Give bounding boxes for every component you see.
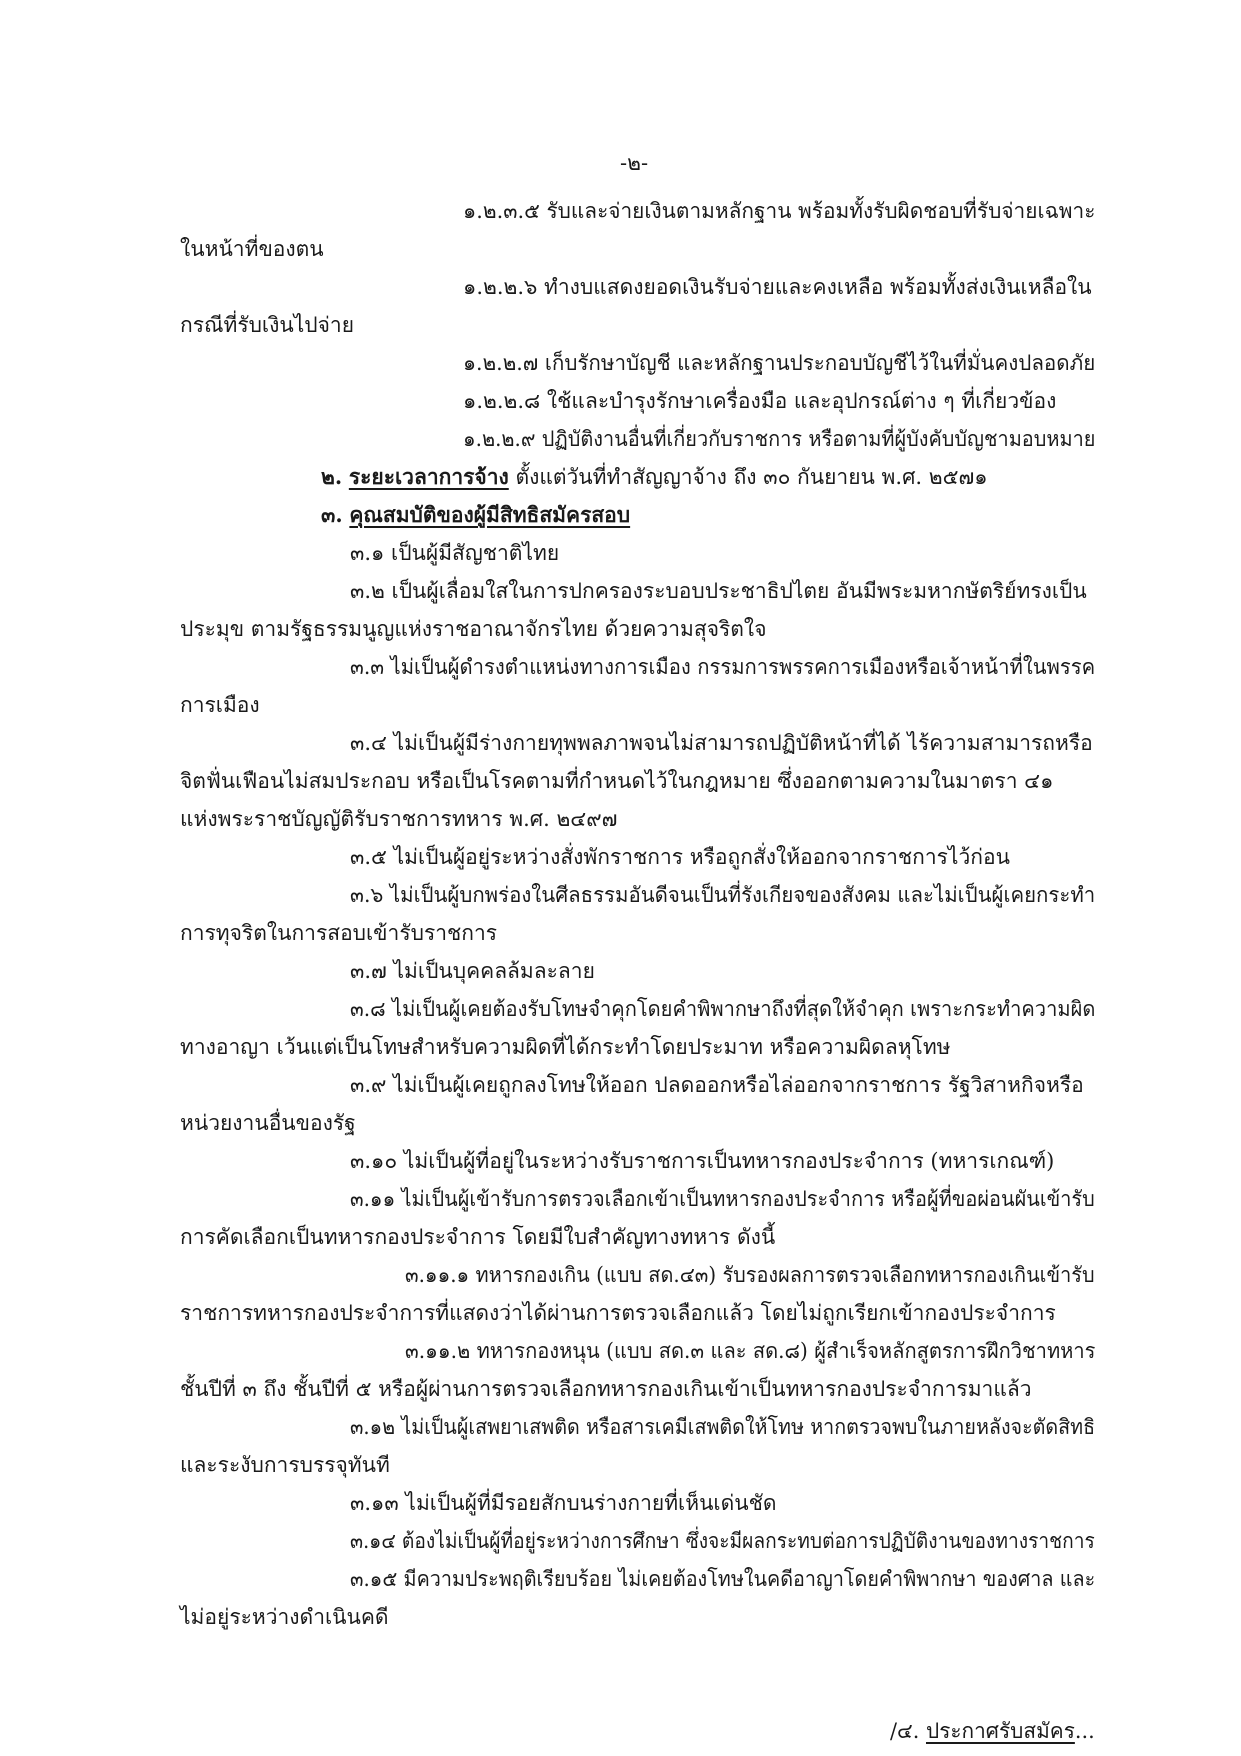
duty-line: ในหน้าที่ของตน (180, 237, 324, 261)
qualification-line: ๓.๑๑.๒ ทหารกองหนุน (แบบ สด.๓ และ สด.๘) ผู้สำเร็จหลักสูตรการฝึกวิชาทหาร (405, 1339, 1096, 1363)
qualification-line: ๓.๔ ไม่เป็นผู้มีร่างกายทุพพลภาพจนไม่สามารถปฏิบัติหน้าที่ได้ ไร้ความสามารถหรือ (350, 731, 1093, 755)
qualification-line: ทางอาญา เว้นแต่เป็นโทษสำหรับความผิดที่ได้กระทำโดยประมาท หรือความผิดลหุโทษ (180, 1035, 951, 1059)
qualification-line: ๓.๑๐ ไม่เป็นผู้ที่อยู่ในระหว่างรับราชการเป็นทหารกองประจำการ (ทหารเกณฑ์) (350, 1149, 1055, 1173)
qualification-line: หน่วยงานอื่นของรัฐ (180, 1111, 356, 1135)
section-2-text: ตั้งแต่วันที่ทำสัญญาจ้าง ถึง ๓๐ กันยายน พ.ศ. ๒๕๗๑ (515, 465, 988, 489)
qualification-line: แห่งพระราชบัญญัติรับราชการทหาร พ.ศ. ๒๔๙๗ (180, 807, 618, 831)
qualification-line: ประมุข ตามรัฐธรรมนูญแห่งราชอาณาจักรไทย ด้วยความสุจริตใจ (180, 617, 767, 641)
qualification-line: ๓.๒ เป็นผู้เลื่อมใสในการปกครองระบอบประชาธิปไตย อันมีพระมหากษัตริย์ทรงเป็น (350, 579, 1087, 603)
qualification-line: ชั้นปีที่ ๓ ถึง ชั้นปีที่ ๕ หรือผู้ผ่านการตรวจเลือกทหารกองเกินเข้าเป็นทหารกองประจำการมาแล้ว (180, 1377, 1032, 1401)
duty-line: ๑.๒.๒.๙ ปฏิบัติงานอื่นที่เกี่ยวกับราชการ หรือตามที่ผู้บังคับบัญชามอบหมาย (463, 427, 1096, 451)
qualification-line: ๓.๑๒ ไม่เป็นผู้เสพยาเสพติด หรือสารเคมีเสพติดให้โทษ หากตรวจพบในภายหลังจะตัดสิทธิ (350, 1415, 1096, 1439)
page-number: -๒- (620, 151, 649, 175)
duty-line: ๑.๒.๓.๕ รับและจ่ายเงินตามหลักฐาน พร้อมทั้งรับผิดชอบที่รับจ่ายเฉพาะ (463, 199, 1096, 223)
qualification-line: การเมือง (180, 693, 260, 717)
qualification-line: การคัดเลือกเป็นทหารกองประจำการ โดยมีใบสำคัญทางทหาร ดังนี้ (180, 1225, 776, 1249)
section-3-line (321, 500, 630, 530)
qualification-line: ๓.๙ ไม่เป็นผู้เคยถูกลงโทษให้ออก ปลดออกหรือไล่ออกจากราชการ รัฐวิสาหกิจหรือ (350, 1073, 1084, 1097)
qualification-line: ๓.๕ ไม่เป็นผู้อยู่ระหว่างสั่งพักราชการ หรือถูกสั่งให้ออกจากราชการไว้ก่อน (350, 845, 1010, 869)
qualification-line: ๓.๑๑.๑ ทหารกองเกิน (แบบ สด.๔๓) รับรองผลการตรวจเลือกทหารกองเกินเข้ารับ (405, 1263, 1095, 1287)
duty-line: ๑.๒.๒.๗ เก็บรักษาบัญชี และหลักฐานประกอบบัญชีไว้ในที่มั่นคงปลอดภัย (463, 351, 1096, 375)
qualification-line: ๓.๓ ไม่เป็นผู้ดำรงตำแหน่งทางการเมือง กรรมการพรรคการเมืองหรือเจ้าหน้าที่ในพรรค (350, 655, 1096, 679)
section-2-heading: ระยะเวลาการจ้าง (348, 464, 509, 489)
section-2-line (321, 462, 988, 492)
duty-line: ๑.๒.๒.๘ ใช้และบำรุงรักษาเครื่องมือ และอุปกรณ์ต่าง ๆ ที่เกี่ยวข้อง (463, 389, 1057, 413)
qualification-line: ๓.๖ ไม่เป็นผู้บกพร่องในศีลธรรมอันดีจนเป็นที่รังเกียจของสังคม และไม่เป็นผู้เคยกระทำ (350, 883, 1096, 907)
qualification-line: และระงับการบรรจุทันที (180, 1453, 390, 1477)
qualification-line: ๓.๑ เป็นผู้มีสัญชาติไทย (350, 541, 560, 565)
continuation-footer (890, 1716, 1095, 1746)
continuation-text: ประกาศรับสมัคร (925, 1719, 1075, 1743)
continuation-ellipsis: ... (1074, 1719, 1095, 1743)
qualification-line: ๓.๘ ไม่เป็นผู้เคยต้องรับโทษจำคุกโดยคำพิพากษาถึงที่สุดให้จำคุก เพราะกระทำความผิด (350, 997, 1096, 1021)
section-2-number: ๒. (321, 464, 343, 489)
continuation-prefix: /๔. (890, 1719, 920, 1743)
qualification-line: ๓.๗ ไม่เป็นบุคคลล้มละลาย (350, 959, 595, 983)
qualification-line: จิตฟั่นเฟือนไม่สมประกอบ หรือเป็นโรคตามที่กำหนดไว้ในกฎหมาย ซึ่งออกตามความในมาตรา ๔๑ (180, 769, 1054, 793)
duty-line: ๑.๒.๒.๖ ทำงบแสดงยอดเงินรับจ่ายและคงเหลือ พร้อมทั้งส่งเงินเหลือใน (463, 275, 1092, 299)
duty-line: กรณีที่รับเงินไปจ่าย (180, 313, 355, 337)
qualification-line: การทุจริตในการสอบเข้ารับราชการ (180, 921, 498, 945)
qualification-line: ๓.๑๑ ไม่เป็นผู้เข้ารับการตรวจเลือกเข้าเป็นทหารกองประจำการ หรือผู้ที่ขอผ่อนผันเข้ารับ (350, 1187, 1095, 1211)
qualification-line: ราชการทหารกองประจำการที่แสดงว่าได้ผ่านการตรวจเลือกแล้ว โดยไม่ถูกเรียกเข้ากองประจำการ (180, 1301, 1056, 1325)
section-3-number: ๓. (321, 502, 343, 527)
qualification-line: ๓.๑๔ ต้องไม่เป็นผู้ที่อยู่ระหว่างการศึกษา ซึ่งจะมีผลกระทบต่อการปฏิบัติงานของทางราชการ (350, 1529, 1095, 1553)
qualification-line: ไม่อยู่ระหว่างดำเนินคดี (180, 1605, 389, 1629)
qualification-line: ๓.๑๓ ไม่เป็นผู้ที่มีรอยสักบนร่างกายที่เห็นเด่นชัด (350, 1491, 777, 1515)
qualification-line: ๓.๑๕ มีความประพฤติเรียบร้อย ไม่เคยต้องโทษในคดีอาญาโดยคำพิพากษา ของศาล และ (350, 1567, 1096, 1591)
section-3-heading: คุณสมบัติของผู้มีสิทธิสมัครสอบ (349, 502, 631, 527)
